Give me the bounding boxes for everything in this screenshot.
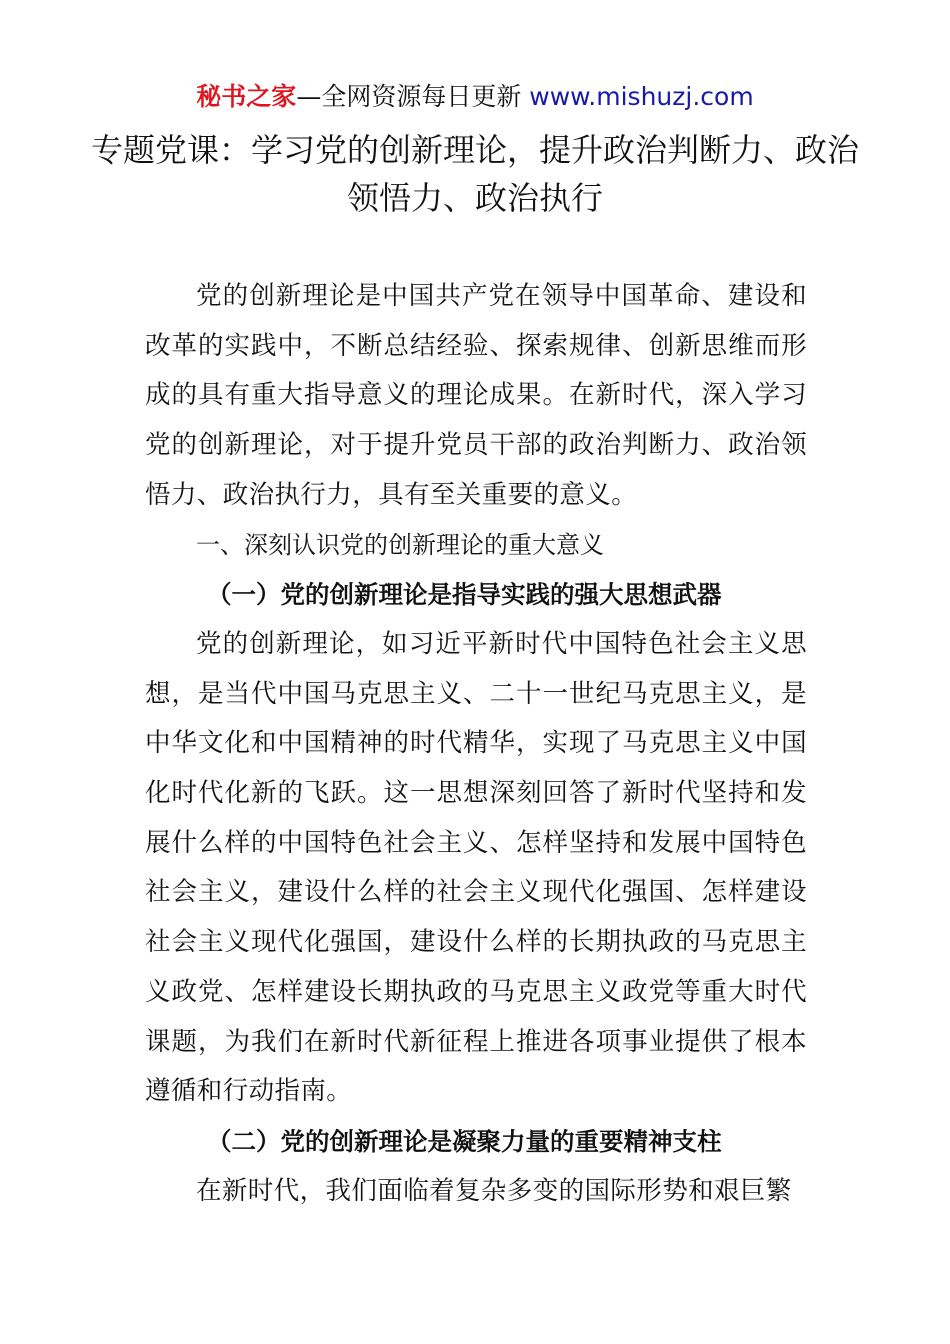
subsection-heading-2: （二）党的创新理论是凝聚力量的重要精神支柱: [207, 1126, 722, 1156]
intro-paragraph: 党的创新理论是中国共产党在领导中国革命、建设和改革的实践中，不断总结经验、探索规律、创新思维而形成的具有重大指导意义的理论成果。在新时代，深入学习党的创新理论，对于提升党员干部的政治判断力、政治领悟力、政治执行力，具有至关重要的意义。: [145, 281, 807, 510]
section-heading-1: 一、深刻认识党的创新理论的重大意义: [196, 530, 604, 559]
subsection-paragraph-2: 在新时代，我们面临着复杂多变的国际形势和艰巨繁: [196, 1175, 792, 1206]
site-header: [0, 80, 950, 114]
subsection-heading-1: （一）党的创新理论是指导实践的强大思想武器: [207, 580, 722, 610]
site-url-link[interactable]: www.mishuzj.com: [529, 82, 754, 111]
subsection-paragraph-1: 党的创新理论，如习近平新时代中国特色社会主义思想，是当代中国马克思主义、二十一世纪马克思主义，是中华文化和中国精神的时代精华，实现了马克思主义中国化时代化新的飞跃。这一思想深刻回答了新时代坚持和发展什么样的中国特色社会主义、怎样坚持和发展中国特色社会主义，建设什么样的社会主义现代化强国、怎样建设社会主义现代化强国，建设什么样的长期执政的马克思主义政党、怎样建设长期执政的马克思主义政党等重大时代课题，为我们在新时代新征程上推进各项事业提供了根本遵循和行动指南。: [145, 628, 807, 1107]
header-tagline: —全网资源每日更新: [296, 82, 530, 111]
brand-name: 秘书之家: [196, 82, 297, 111]
document-body: [145, 272, 807, 1216]
document-title: 专题党课：学习党的创新理论，提升政治判断力、政治领悟力、政治执行: [90, 131, 859, 217]
